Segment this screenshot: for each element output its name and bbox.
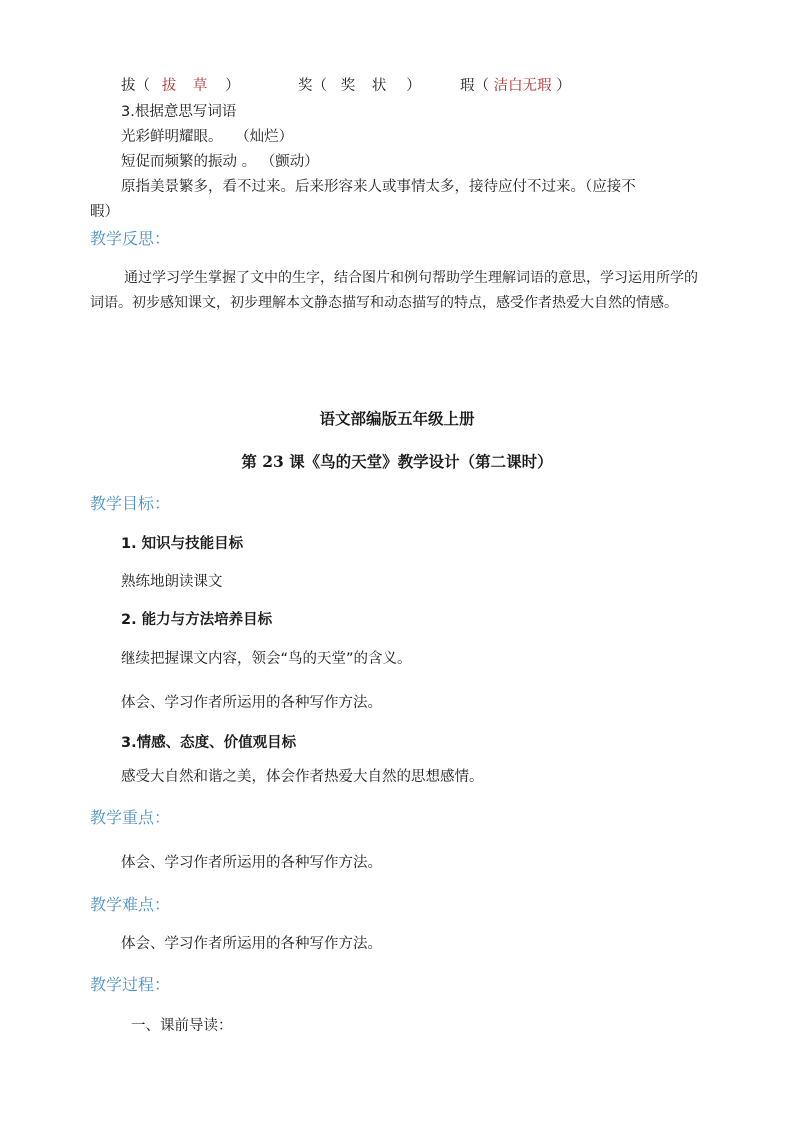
reflection-text: 通过学习学生掌握了文中的生字，结合图片和例句帮助学生理解词语的意思，学习运用所学的词语。初步感知课文，初步理解本文静态描写和动态描写的特点，感受作者热爱大自然的情感。	[90, 270, 698, 311]
vocab-answer: 拔 草	[161, 78, 214, 94]
vocab-char: 瑕	[460, 78, 475, 94]
q3-answer: （颤动）	[260, 154, 319, 170]
paren-open: （	[474, 78, 489, 94]
lesson-title-line-2: 第 23 课《鸟的天堂》教学设计（第二课时）	[241, 452, 553, 471]
reflection-paragraph	[90, 266, 705, 316]
paren-close: ）	[556, 78, 571, 94]
vocab-answer: 洁白无瑕	[493, 78, 552, 94]
objective-3-body: 感受大自然和谐之美，体会作者热爱大自然的思想感情。	[121, 769, 484, 785]
difficulties-body: 体会、学习作者所运用的各种写作方法。	[121, 936, 382, 952]
paren-close: ）	[225, 78, 240, 94]
lesson-title-line-1: 语文部编版五年级上册	[319, 409, 475, 428]
q3-text: 短促而频繁的振动 。	[121, 154, 257, 170]
objectives-heading: 教学目标：	[90, 494, 171, 513]
q3-line-2	[121, 155, 319, 170]
vocab-item-3	[460, 79, 571, 94]
key-points-body: 体会、学习作者所运用的各种写作方法。	[121, 855, 382, 871]
q3-line-1	[121, 130, 293, 145]
vocab-char: 拔	[121, 78, 136, 94]
q3-long-line-2: 暇）	[90, 204, 119, 220]
q3-answer: （灿烂）	[235, 129, 294, 145]
objective-2-title: 2. 能力与方法培养目标	[121, 612, 273, 628]
process-heading: 教学过程：	[90, 975, 171, 994]
objective-2-body-1: 继续把握课文内容，领会“鸟的天堂”的含义。	[121, 651, 412, 667]
objective-3-title: 3.情感、态度、价值观目标	[121, 735, 297, 751]
objective-1-title: 1. 知识与技能目标	[121, 536, 244, 552]
q3-long-line-1: 原指美景繁多，看不过来。后来形容来人或事情太多，接待应付不过来。（应接不	[121, 179, 636, 195]
difficulties-heading: 教学难点：	[90, 895, 171, 914]
objective-2-body-2: 体会、学习作者所运用的各种写作方法。	[121, 695, 382, 711]
vocab-item-2	[298, 79, 421, 94]
vocab-char: 奖	[298, 78, 313, 94]
reflection-heading: 教学反思：	[90, 229, 171, 248]
objective-1-body: 熟练地朗读课文	[121, 574, 223, 590]
q3-title: 3.根据意思写词语	[121, 104, 237, 120]
paren-close: ）	[406, 78, 421, 94]
paren-open: （	[312, 78, 327, 94]
q3-text: 光彩鲜明耀眼。	[121, 129, 223, 145]
key-points-heading: 教学重点：	[90, 808, 171, 827]
paren-open: （	[135, 78, 150, 94]
vocab-item-1	[121, 79, 240, 94]
vocab-answer: 奖 状	[340, 78, 393, 94]
process-step-1: 一、课前导读：	[131, 1018, 233, 1034]
